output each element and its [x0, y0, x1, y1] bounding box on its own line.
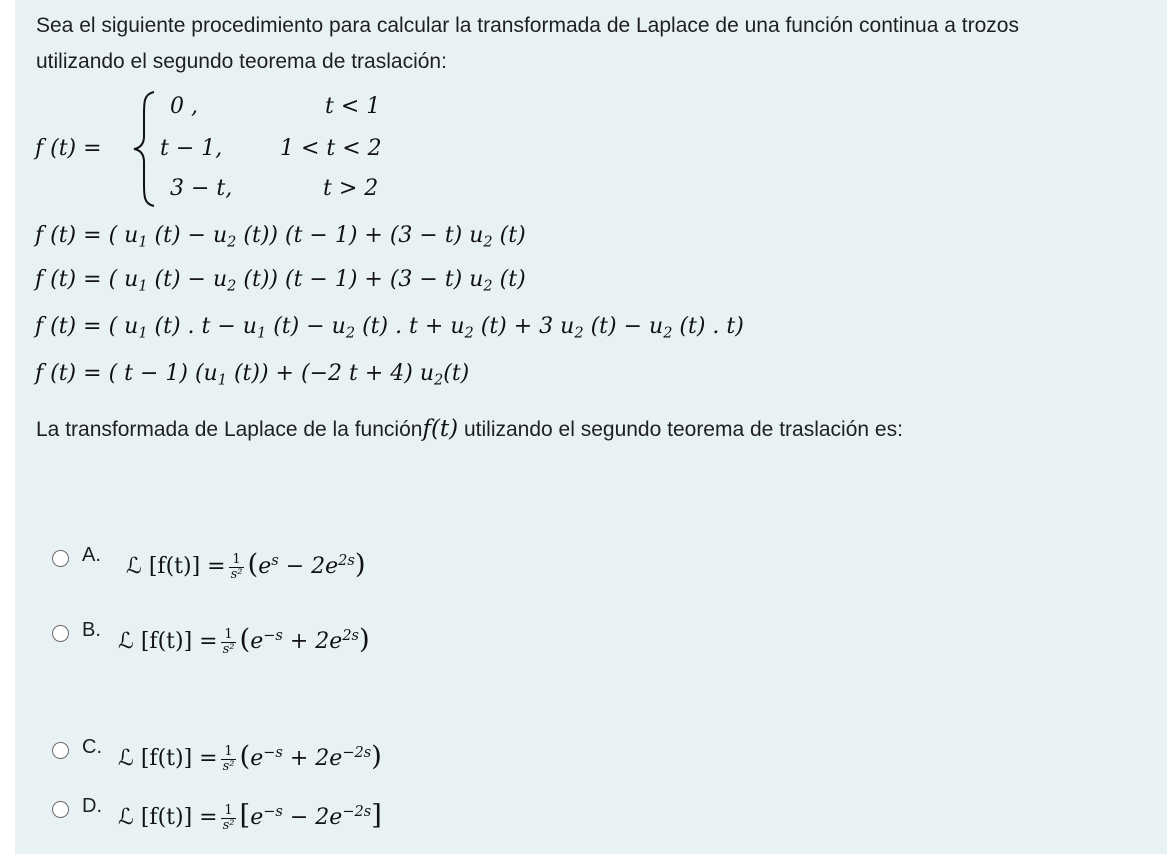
option-c-letter: C. [82, 736, 102, 758]
step-1: f (t) = ( $u_1$ $(t) - u_2$ (t)) (t − 1) + (3 − t) $u_2$ (t) [35, 223, 526, 251]
piece-expr-2: t − 1, [160, 136, 223, 161]
option-d-letter: D. [82, 795, 102, 817]
piece-cond-3: t > 2 [323, 176, 379, 201]
radio-button-d[interactable] [52, 801, 69, 818]
step-2: f (t) = ( $u_1$ $(t) - u_2$ (t)) (t − 1) + (3 − t) $u_2$ (t) [35, 267, 526, 295]
piece-cond-2: 1 < t < 2 [280, 136, 382, 161]
question-prompt: La transformada de Laplace de la funciónf(t) utilizando el segundo teorema de traslación es: [36, 416, 903, 442]
intro-line-1: Sea el siguiente procedimiento para calcular la transformada de Laplace de una función continua a trozos [36, 14, 1019, 37]
question-math: f(t) [422, 416, 459, 442]
piece-expr-1: 0 , [170, 94, 198, 119]
left-brace-icon [130, 90, 160, 208]
piece-expr-3: 3 − t, [170, 176, 233, 201]
piece-cond-1: t < 1 [325, 94, 381, 119]
option-c-formula: ℒ [f(t)] = $\frac{1}{\text{s²}}$ $(e^{-s} + 2e^{-2s})$ [118, 740, 382, 774]
option-d-formula: ℒ [f(t)] = $\frac{1}{\text{s²}}$ $[e^{-s} - 2e^{-2s}]$ [118, 799, 382, 833]
intro-line-2: utilizando el segundo teorema de traslación: [36, 50, 447, 73]
option-a-letter: A. [82, 544, 101, 566]
option-b-formula: ℒ [f(t)] = $\frac{1}{\text{s²}}$ $(e^{-s} + 2e^{2s})$ [118, 623, 370, 657]
step-3: f (t) = ( $u_1$ (t) . $t - u_1$ $(t) - u_2$ (t) . $t + u_2$ (t) + 3 $u_2$ $(t) - u_2$ (t) . t) [35, 314, 744, 342]
option-b-letter: B. [82, 619, 101, 641]
option-a-formula: ℒ [f(t)] = $\frac{1}{\text{s²}}$ $(e^s - 2e^{2s})$ [126, 548, 366, 582]
piecewise-lhs: f (t) = [35, 136, 102, 161]
radio-button-b[interactable] [52, 625, 69, 642]
radio-button-a[interactable] [52, 550, 69, 567]
step-4: f (t) = ( t − 1) ($u_1$ (t)) + (−2 t + 4) $u_2(t)$ [35, 361, 470, 389]
radio-button-c[interactable] [52, 742, 69, 759]
